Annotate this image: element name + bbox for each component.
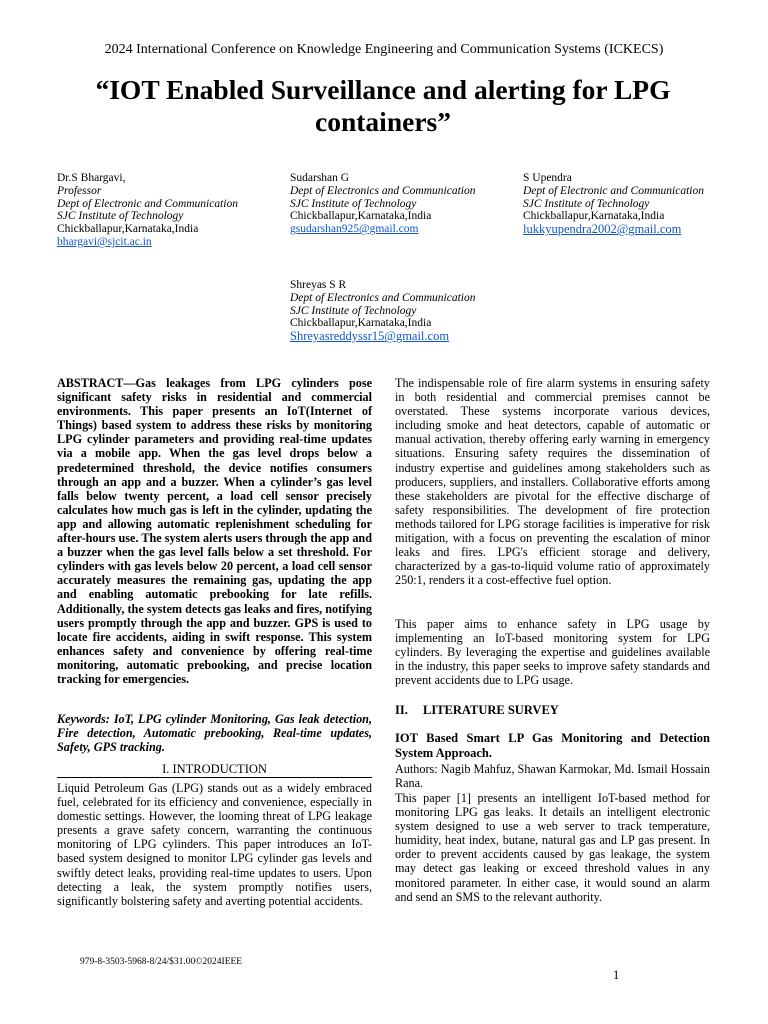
author-block-2 — [290, 172, 480, 236]
author-institute: SJC Institute of Technology — [290, 197, 417, 210]
author-email-link[interactable]: bhargavi@sjcit.ac.in — [57, 235, 152, 248]
literature-survey-heading — [395, 703, 559, 718]
cited-authors: Authors: Nagib Mahfuz, Shawan Karmokar, Md. Ismail Hossain Rana. — [395, 762, 710, 791]
section-number: II. — [395, 703, 408, 717]
author-block-3 — [523, 172, 713, 236]
author-institute: SJC Institute of Technology — [290, 304, 417, 317]
author-dept: Dept of Electronic and Communication — [57, 197, 238, 210]
page-number: 1 — [613, 968, 620, 982]
author-institute: SJC Institute of Technology — [523, 197, 650, 210]
author-email-link[interactable]: lukkyupendra2002@gmail.com — [523, 222, 682, 237]
abstract-paragraph: ABSTRACT—Gas leakages from LPG cylinders pose significant safety risks in residential and commercial environments. This paper presents an IoT(Internet of Things) based system to address these risks by monitoring LPG cylinder parameters and providing real-time updates via a mobile app. When the gas level drops below a predetermined threshold, the device notifies consumers through an app and a buzzer. When a cylinder’s gas level falls below twenty percent, a load cell sensor precisely calculates how much gas is left in the cylinder, updating the app and allowing automatic replenishment scheduling for after-hours use. The system alerts users through the app and a buzzer when the gas level falls below a set threshold. For cylinders with gas levels below 20 percent, a load cell sensor accurately measures the remaining gas, updating the app and enabling automatic prebooking for late refills. Additionally, the system detects gas leaks and fires, notifying users promptly through the app and buzzer. GPS is used to locate fire accidents, aiding in swift response. This system enhances safety and convenience by offering real-time monitoring, automatic prebooking, and precise location tracking for emergencies. — [57, 376, 372, 686]
author-dept: Dept of Electronic and Communication — [523, 184, 704, 197]
author-email-link[interactable]: gsudarshan925@gmail.com — [290, 223, 419, 236]
author-block-4 — [290, 279, 480, 343]
copyright-footer: 979-8-3503-5968-8/24/$31.00©2024IEEE — [80, 957, 243, 967]
conference-header: 2024 International Conference on Knowledge Engineering and Communication Systems (ICKECS) — [104, 42, 664, 57]
author-role: Professor — [57, 184, 102, 197]
section-title: LITERATURE SURVEY — [423, 703, 559, 717]
author-name: Sudarshan G — [290, 172, 350, 184]
introduction-paragraph: Liquid Petroleum Gas (LPG) stands out as a widely embraced fuel, celebrated for its efficiency and convenience, especially in domestic settings. However, the looming threat of LPG leakage presents a grave safety concern, warranting the continuous monitoring of LPG cylinders. This paper introduces an IoT-based system designed to monitor LPG cylinder gas levels and swiftly detect leaks, providing real-time updates to users. Upon detecting a leak, the system promptly notifies users, significantly bolstering safety and averting potential accidents. — [57, 781, 372, 908]
author-location: Chickballapur,Karnataka,India — [523, 210, 665, 223]
author-location: Chickballapur,Karnataka,India — [290, 210, 432, 223]
paper-title: “IOT Enabled Surveillance and alerting for LPG containers” — [95, 74, 671, 137]
author-name: Dr.S Bhargavi, — [57, 172, 126, 184]
body-paragraph-2: This paper aims to enhance safety in LPG usage by implementing an IoT-based monitoring system for LPG cylinders. By leveraging the expertise and guidelines available in the industry, this paper seeks to improve safety standards and prevent accidents due to LPG usage. — [395, 617, 710, 688]
author-name: Shreyas S R — [290, 279, 347, 291]
body-paragraph-1: The indispensable role of fire alarm systems in ensuring safety in both residential and commercial premises cannot be overstated. These systems incorporate various devices, including smoke and heat detectors, capable of automatic or manual activation, thereby offering early warning in emergency situations. Ensuring safety requires the dissemination of industry expertise and guidelines among stakeholders such as producers, suppliers, and installers. Collaborative efforts among these stakeholders are pivotal for the effective discharge of safety responsibilities. The development of fire protection methods tailored for LPG storage facilities is imperative for risk mitigation, with a focus on preventing the escalation of minor leaks and fires. LPG's efficient storage and delivery, characterized by a gas-to-liquid volume ratio of approximately 250:1, renders it a cost-effective fuel option. — [395, 376, 710, 588]
author-location: Chickballapur,Karnataka,India — [290, 317, 432, 330]
author-name: S Upendra — [523, 172, 572, 184]
author-institute: SJC Institute of Technology — [57, 210, 184, 223]
author-block-1 — [57, 172, 247, 249]
author-location: Chickballapur,Karnataka,India — [57, 223, 199, 236]
author-email-link[interactable]: Shreyasreddyssr15@gmail.com — [290, 329, 450, 344]
author-dept: Dept of Electronics and Communication — [290, 291, 476, 304]
introduction-heading: I. INTRODUCTION — [57, 762, 372, 778]
author-dept: Dept of Electronics and Communication — [290, 184, 476, 197]
body-paragraph-3: This paper [1] presents an intelligent IoT-based method for monitoring LPG gas leaks. It details an intelligent electronic system designed to use a web server to track temperature, humidity, heat index, butane, natural gas and LP gas present. In order to prevent accidents caused by gas leakage, the system may detect gas leaking or exceed threshold values in any monitored parameter. In either case, it would sound an alarm and send an SMS to the relevant authority. — [395, 791, 710, 904]
subsection-heading: IOT Based Smart LP Gas Monitoring and Detection System Approach. — [395, 731, 710, 760]
keywords-paragraph: Keywords: IoT, LPG cylinder Monitoring, Gas leak detection, Fire detection, Automatic prebooking, Real-time updates, Safety, GPS tracking. — [57, 712, 372, 755]
